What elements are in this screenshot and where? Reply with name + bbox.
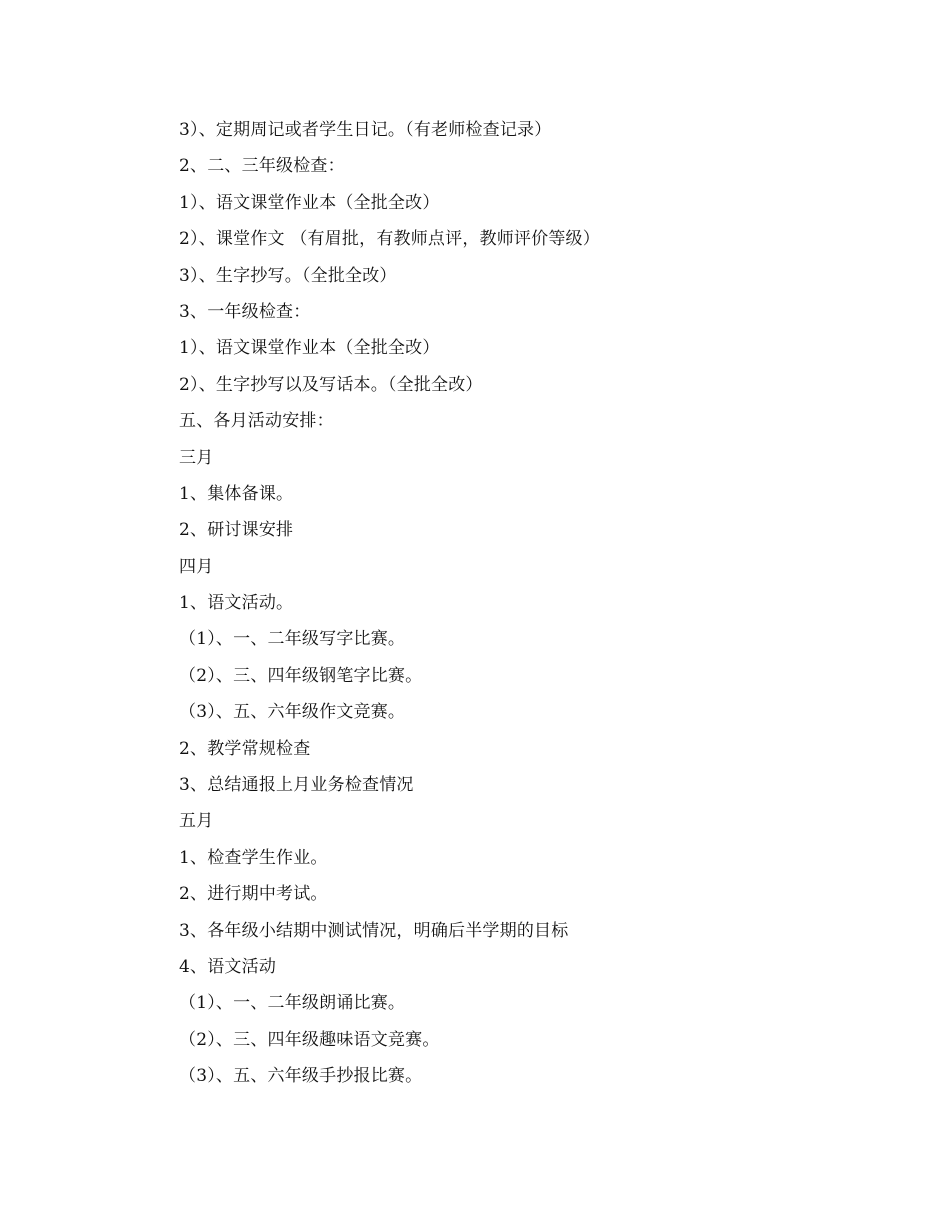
text-line: 2、教学常规检查 (179, 738, 311, 759)
text-line: 2、研讨课安排 (179, 520, 294, 541)
text-line: （1）、一、二年级写字比赛。 (179, 629, 406, 650)
text-line: （3）、五、六年级作文竞赛。 (179, 702, 406, 723)
text-line: 3、总结通报上月业务检查情况 (179, 775, 414, 796)
month-heading: 四月 (179, 556, 214, 577)
document-body (179, 116, 600, 1099)
text-line: 4、语文活动 (179, 956, 277, 977)
text-line: 1）、语文课堂作业本（全批全改） (179, 338, 440, 359)
section-heading: 五、各月活动安排： (179, 411, 334, 432)
text-line: 2、二、三年级检查： (179, 156, 345, 177)
text-line: 1、集体备课。 (179, 483, 294, 504)
text-line: 2）、课堂作文 （有眉批，有教师点评，教师评价等级） (179, 229, 600, 250)
text-line: 1）、语文课堂作业本（全批全改） (179, 192, 440, 213)
month-heading: 五月 (179, 811, 214, 832)
month-heading: 三月 (179, 447, 214, 468)
text-line: 1、检查学生作业。 (179, 847, 328, 868)
text-line: 3）、定期周记或者学生日记。（有老师检查记录） (179, 120, 552, 140)
text-line: （2）、三、四年级钢笔字比赛。 (179, 665, 423, 686)
text-line: 2）、生字抄写以及写话本。（全批全改） (179, 374, 483, 395)
text-line: （3）、五、六年级手抄报比赛。 (179, 1066, 423, 1087)
text-line: 3、各年级小结期中测试情况，明确后半学期的目标 (179, 920, 569, 941)
text-line: 1、语文活动。 (179, 593, 294, 614)
text-line: 3、一年级检查： (179, 301, 311, 322)
text-line: （1）、一、二年级朗诵比赛。 (179, 993, 406, 1014)
text-line: 2、进行期中考试。 (179, 884, 328, 905)
text-line: 3）、生字抄写。（全批全改） (179, 265, 397, 286)
text-line: （2）、三、四年级趣味语文竞赛。 (179, 1029, 440, 1050)
